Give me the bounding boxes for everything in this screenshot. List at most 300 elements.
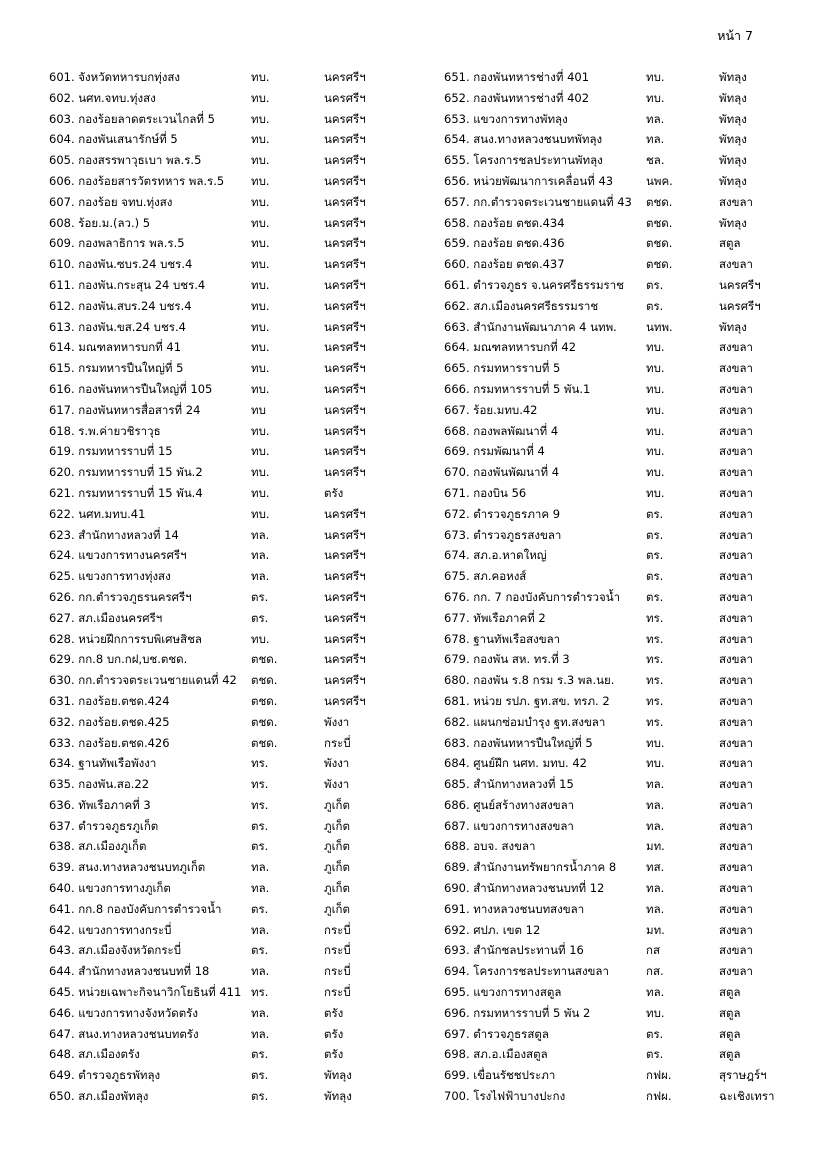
province: ภูเก็ต — [324, 860, 350, 875]
province: พัทลุง — [324, 1068, 352, 1083]
agency-abbreviation: ทส. — [646, 860, 665, 875]
agency-abbreviation: ตชด. — [251, 735, 278, 750]
province: นครศรีฯ — [324, 319, 366, 334]
province: พัทลุง — [719, 70, 747, 84]
province: นครศรีฯ — [719, 298, 761, 313]
agency-abbreviation: ตร. — [646, 548, 664, 563]
unit-name: 611. กองพัน.กระสุน 24 บชร.4 — [49, 277, 206, 292]
province: พัทลุง — [719, 173, 747, 188]
unit-name: 618. ร.พ.ค่ายวชิราวุธ — [49, 423, 161, 438]
unit-name: 690. สำนักทางหลวงชนบทที่ 12 — [444, 881, 605, 896]
unit-name: 691. ทางหลวงชนบทสงขลา — [444, 901, 585, 916]
agency-abbreviation: ทบ. — [646, 70, 665, 84]
unit-name: 610. กองพัน.ซบร.24 บชร.4 — [49, 257, 193, 272]
unit-name: 693. สำนักชลประทานที่ 16 — [444, 943, 584, 958]
agency-abbreviation: ทร. — [646, 714, 664, 729]
agency-abbreviation: ทบ. — [646, 444, 665, 459]
unit-name: 634. ฐานทัพเรือพังงา — [49, 756, 157, 771]
province: สงขลา — [719, 756, 754, 771]
province: พัทลุง — [719, 132, 747, 147]
province: ภูเก็ต — [324, 881, 350, 896]
unit-name: 652. กองพันทหารช่างที่ 402 — [444, 90, 590, 105]
agency-abbreviation: ทบ. — [251, 90, 270, 105]
province: สงขลา — [719, 257, 754, 272]
unit-name: 684. ศูนย์ฝึก นศท. มทบ. 42 — [444, 756, 587, 771]
unit-name: 631. กองร้อย.ตชด.424 — [49, 693, 170, 708]
agency-abbreviation: ทบ. — [251, 631, 270, 646]
province: กระบี่ — [324, 964, 351, 979]
province: สตูล — [719, 236, 741, 251]
unit-name: 649. ตำรวจภูธรพัทลุง — [49, 1068, 161, 1083]
agency-abbreviation: ตชด. — [646, 194, 673, 209]
province: ฉะเชิงเทรา — [719, 1089, 775, 1104]
agency-abbreviation: ทบ. — [646, 402, 665, 417]
unit-name: 685. สำนักทางหลวงที่ 15 — [444, 777, 574, 792]
province: สงขลา — [719, 901, 754, 916]
agency-abbreviation: ตชด. — [646, 257, 673, 272]
agency-abbreviation: ทร. — [251, 797, 269, 812]
agency-abbreviation: ทล. — [646, 901, 665, 916]
unit-name: 688. อบจ. สงขลา — [444, 839, 536, 854]
agency-abbreviation: ทล. — [251, 922, 270, 937]
unit-name: 692. ศปภ. เขต 12 — [444, 922, 541, 937]
agency-abbreviation: นพค. — [646, 173, 673, 188]
province: นครศรีฯ — [324, 631, 366, 646]
province: นครศรีฯ — [324, 381, 366, 396]
unit-name: 681. หน่วย รปภ. ฐท.สข. ทรภ. 2 — [444, 693, 610, 708]
unit-name: 673. ตำรวจภูธรสงขลา — [444, 527, 562, 542]
unit-name: 623. สำนักทางหลวงที่ 14 — [49, 527, 179, 542]
unit-name: 696. กรมทหารราบที่ 5 พัน 2 — [444, 1005, 591, 1020]
agency-abbreviation: ชล. — [646, 153, 665, 168]
agency-abbreviation: ทบ. — [646, 361, 665, 376]
unit-name: 613. กองพัน.ขส.24 บชร.4 — [49, 319, 186, 334]
unit-name: 619. กรมทหารราบที่ 15 — [49, 444, 173, 459]
province: นครศรีฯ — [324, 215, 366, 230]
unit-name: 632. กองร้อย.ตชด.425 — [49, 714, 170, 729]
province: ภูเก็ต — [324, 797, 350, 812]
unit-name: 650. สภ.เมืองพัทลุง — [49, 1089, 149, 1104]
unit-name: 658. กองร้อย ตชด.434 — [444, 215, 565, 230]
agency-abbreviation: ทบ. — [251, 506, 270, 521]
agency-abbreviation: ตร. — [646, 589, 664, 604]
unit-name: 660. กองร้อย ตชด.437 — [444, 257, 565, 272]
province: นครศรีฯ — [324, 673, 366, 688]
unit-name: 689. สำนักงานทรัพยากรน้ำภาค 8 — [444, 860, 617, 875]
agency-abbreviation: ทบ. — [646, 423, 665, 438]
unit-name: 643. สภ.เมืองจังหวัดกระบี่ — [49, 943, 182, 958]
agency-abbreviation: ทล. — [251, 964, 270, 979]
unit-name: 657. กก.ตำรวจตระเวนชายแดนที่ 43 — [444, 194, 632, 209]
province: พัทลุง — [719, 111, 747, 126]
agency-abbreviation: ทบ. — [251, 132, 270, 147]
unit-name: 666. กรมทหารราบที่ 5 พัน.1 — [444, 381, 591, 396]
unit-name: 667. ร้อย.มทบ.42 — [444, 402, 538, 417]
agency-abbreviation: ตร. — [251, 1047, 269, 1062]
unit-name: 656. หน่วยพัฒนาการเคลื่อนที่ 43 — [444, 173, 614, 188]
province: ตรัง — [324, 1047, 344, 1062]
agency-abbreviation: ทบ. — [646, 381, 665, 396]
unit-name: 672. ตำรวจภูธรภาค 9 — [444, 506, 561, 521]
province: นครศรีฯ — [324, 298, 366, 313]
province: สตูล — [719, 985, 741, 1000]
province: พังงา — [324, 714, 350, 729]
unit-name: 624. แขวงการทางนครศรีฯ — [49, 548, 187, 563]
agency-abbreviation: ตชด. — [251, 673, 278, 688]
province: นครศรีฯ — [324, 506, 366, 521]
agency-abbreviation: ตร. — [251, 589, 269, 604]
unit-name: 627. สภ.เมืองนครศรีฯ — [49, 610, 163, 625]
unit-name: 662. สภ.เมืองนครศรีธรรมราช — [444, 298, 599, 313]
agency-abbreviation: ตร. — [251, 839, 269, 854]
province: สงขลา — [719, 818, 754, 833]
unit-name: 606. กองร้อยสารวัตรทหาร พล.ร.5 — [49, 173, 225, 188]
agency-abbreviation: นทพ. — [646, 319, 673, 334]
unit-name: 683. กองพันทหารปืนใหญ่ที่ 5 — [444, 735, 593, 750]
unit-name: 687. แขวงการทางสงขลา — [444, 818, 574, 833]
agency-abbreviation: ทล. — [251, 1026, 270, 1041]
unit-name: 641. กก.8 กองบังคับการตำรวจน้ำ — [49, 901, 222, 916]
province: นครศรีฯ — [324, 90, 366, 105]
province: สงขลา — [719, 693, 754, 708]
province: สงขลา — [719, 423, 754, 438]
province: นครศรีฯ — [324, 423, 366, 438]
unit-name: 602. นศท.จทบ.ทุ่งสง — [49, 90, 156, 105]
unit-name: 665. กรมทหารราบที่ 5 — [444, 361, 561, 376]
province: นครศรีฯ — [324, 361, 366, 376]
agency-abbreviation: ทบ. — [646, 485, 665, 500]
agency-abbreviation: ทบ. — [251, 70, 270, 84]
unit-name: 626. กก.ตำรวจภูธรนครศรีฯ — [49, 589, 192, 604]
unit-name: 676. กก. 7 กองบังคับการตำรวจน้ำ — [444, 589, 621, 604]
province: สงขลา — [719, 402, 754, 417]
unit-name: 647. สนง.ทางหลวงชนบทตรัง — [49, 1026, 199, 1041]
province: นครศรีฯ — [324, 569, 366, 584]
agency-abbreviation: มท. — [646, 839, 665, 854]
province: สงขลา — [719, 797, 754, 812]
province: สงขลา — [719, 381, 754, 396]
unit-name: 625. แขวงการทางทุ่งสง — [49, 569, 171, 584]
agency-abbreviation: ทบ. — [646, 90, 665, 105]
unit-name: 629. กก.8 บก.กฝ,บช.ตชด. — [49, 652, 188, 667]
province: นครศรีฯ — [324, 194, 366, 209]
agency-abbreviation: ทล. — [646, 797, 665, 812]
province: สงขลา — [719, 673, 754, 688]
province: สงขลา — [719, 444, 754, 459]
agency-abbreviation: ทร. — [646, 631, 664, 646]
agency-abbreviation: ทล. — [646, 777, 665, 792]
unit-name: 628. หน่วยฝึกการรบพิเศษสิชล — [49, 631, 202, 646]
unit-name: 670. กองพันพัฒนาที่ 4 — [444, 465, 560, 480]
agency-abbreviation: ตชด. — [251, 693, 278, 708]
province: ตรัง — [324, 1026, 344, 1041]
unit-name: 682. แผนกซ่อมบำรุง ฐท.สงขลา — [444, 714, 606, 729]
province: สงขลา — [719, 465, 754, 480]
agency-abbreviation: ทล. — [251, 1005, 270, 1020]
agency-abbreviation: ตร. — [646, 527, 664, 542]
unit-name: 686. ศูนย์สร้างทางสงขลา — [444, 797, 575, 812]
province: นครศรีฯ — [324, 277, 366, 292]
agency-abbreviation: ทบ. — [251, 381, 270, 396]
agency-abbreviation: ทล. — [251, 548, 270, 563]
agency-abbreviation: ตร. — [251, 1068, 269, 1083]
province: สงขลา — [719, 569, 754, 584]
agency-abbreviation: ทร. — [251, 756, 269, 771]
agency-abbreviation: กส. — [646, 964, 664, 979]
unit-name: 605. กองสรรพาวุธเบา พล.ร.5 — [49, 153, 202, 168]
agency-abbreviation: ทบ. — [251, 298, 270, 313]
province: พังงา — [324, 756, 350, 771]
province: สตูล — [719, 1047, 741, 1062]
agency-abbreviation: ทร. — [251, 985, 269, 1000]
province: ภูเก็ต — [324, 839, 350, 854]
agency-abbreviation: กฟผ. — [646, 1089, 672, 1104]
page-number: หน้า 7 — [717, 28, 753, 43]
unit-name: 678. ฐานทัพเรือสงขลา — [444, 631, 561, 646]
agency-abbreviation: กส — [646, 943, 660, 958]
province: สงขลา — [719, 714, 754, 729]
agency-abbreviation: ทร. — [646, 652, 664, 667]
unit-name: 669. กรมพัฒนาที่ 4 — [444, 444, 545, 459]
province: พังงา — [324, 777, 350, 792]
unit-name: 668. กองพลพัฒนาที่ 4 — [444, 423, 559, 438]
unit-name: 633. กองร้อย.ตชด.426 — [49, 735, 170, 750]
province: นครศรีฯ — [324, 444, 366, 459]
unit-name: 639. สนง.ทางหลวงชนบทภูเก็ต — [49, 860, 206, 875]
province: กระบี่ — [324, 922, 351, 937]
province: นครศรีฯ — [324, 132, 366, 147]
agency-abbreviation: ทบ. — [646, 465, 665, 480]
agency-abbreviation: ทบ. — [251, 465, 270, 480]
province: สงขลา — [719, 922, 754, 937]
agency-abbreviation: ทล. — [251, 881, 270, 896]
province: กระบี่ — [324, 943, 351, 958]
agency-abbreviation: ทบ. — [251, 236, 270, 251]
agency-abbreviation: ทล. — [646, 111, 665, 126]
province: นครศรีฯ — [324, 236, 366, 251]
agency-abbreviation: ตร. — [646, 1026, 664, 1041]
province: กระบี่ — [324, 985, 351, 1000]
agency-abbreviation: ทล. — [646, 132, 665, 147]
province: สงขลา — [719, 860, 754, 875]
unit-name: 654. สนง.ทางหลวงชนบทพัทลุง — [444, 132, 603, 147]
agency-abbreviation: ทบ. — [251, 194, 270, 209]
agency-abbreviation: ตร. — [251, 943, 269, 958]
agency-abbreviation: ตชด. — [646, 236, 673, 251]
province: สงขลา — [719, 735, 754, 750]
province: สงขลา — [719, 589, 754, 604]
unit-name: 640. แขวงการทางภูเก็ต — [49, 881, 171, 896]
agency-abbreviation: ทล. — [646, 818, 665, 833]
agency-abbreviation: ตชด. — [646, 215, 673, 230]
province: นครศรีฯ — [324, 527, 366, 542]
unit-name: 695. แขวงการทางสตูล — [444, 985, 562, 1000]
province: นครศรีฯ — [324, 402, 366, 417]
province: สงขลา — [719, 943, 754, 958]
agency-abbreviation: ตร. — [646, 1047, 664, 1062]
agency-abbreviation: ทร. — [646, 610, 664, 625]
province: สงขลา — [719, 194, 754, 209]
unit-name: 615. กรมทหารปืนใหญ่ที่ 5 — [49, 361, 184, 376]
unit-name: 648. สภ.เมืองตรัง — [49, 1047, 140, 1062]
agency-abbreviation: ทบ. — [251, 485, 270, 500]
province: กระบี่ — [324, 735, 351, 750]
unit-name: 630. กก.ตำรวจตระเวนชายแดนที่ 42 — [49, 673, 237, 688]
agency-abbreviation: ทบ. — [251, 277, 270, 292]
province: นครศรีฯ — [324, 548, 366, 563]
unit-name: 617. กองพันทหารสื่อสารที่ 24 — [49, 402, 201, 417]
unit-name: 608. ร้อย.ม.(ลว.) 5 — [49, 215, 151, 230]
province: สงขลา — [719, 777, 754, 792]
province: นครศรีฯ — [324, 70, 366, 84]
unit-name: 671. กองบิน 56 — [444, 485, 527, 500]
agency-abbreviation: ทบ. — [646, 340, 665, 355]
unit-name: 699. เขื่อนรัชชประภา — [444, 1068, 556, 1083]
agency-abbreviation: ทล. — [251, 527, 270, 542]
agency-abbreviation: ทร. — [251, 777, 269, 792]
province: สตูล — [719, 1005, 741, 1020]
agency-abbreviation: ตชด. — [251, 714, 278, 729]
province: นครศรีฯ — [719, 277, 761, 292]
unit-name: 609. กองพลาธิการ พล.ร.5 — [49, 236, 185, 251]
unit-name: 616. กองพันทหารปืนใหญ่ที่ 105 — [49, 381, 213, 396]
agency-abbreviation: มท. — [646, 922, 665, 937]
unit-name: 646. แขวงการทางจังหวัดตรัง — [49, 1005, 198, 1020]
agency-abbreviation: ทร. — [646, 693, 664, 708]
province: สงขลา — [719, 652, 754, 667]
unit-name: 675. สภ.คอหงส์ — [444, 569, 527, 584]
unit-name: 679. กองพัน สห. ทร.ที่ 3 — [444, 652, 570, 667]
agency-abbreviation: ทบ. — [251, 340, 270, 355]
agency-abbreviation: ตชด. — [251, 652, 278, 667]
province: สงขลา — [719, 610, 754, 625]
province: สงขลา — [719, 361, 754, 376]
unit-name: 638. สภ.เมืองภูเก็ต — [49, 839, 147, 854]
unit-name: 659. กองร้อย ตชด.436 — [444, 236, 565, 251]
agency-abbreviation: ทบ. — [646, 735, 665, 750]
province: สงขลา — [719, 631, 754, 646]
unit-name: 663. สำนักงานพัฒนาภาค 4 นทพ. — [444, 319, 617, 334]
agency-abbreviation: ทบ. — [251, 111, 270, 126]
unit-name: 637. ตำรวจภูธรภูเก็ต — [49, 818, 159, 833]
province: นครศรีฯ — [324, 589, 366, 604]
province: สงขลา — [719, 485, 754, 500]
agency-abbreviation: ทล. — [646, 985, 665, 1000]
province: นครศรีฯ — [324, 652, 366, 667]
province: นครศรีฯ — [324, 465, 366, 480]
unit-name: 697. ตำรวจภูธรสตูล — [444, 1026, 549, 1041]
unit-name: 620. กรมทหารราบที่ 15 พัน.2 — [49, 465, 203, 480]
province: นครศรีฯ — [324, 693, 366, 708]
agency-abbreviation: ทบ. — [251, 444, 270, 459]
province: สตูล — [719, 1026, 741, 1041]
province: ภูเก็ต — [324, 818, 350, 833]
unit-name: 607. กองร้อย จทบ.ทุ่งสง — [49, 194, 173, 209]
province: พัทลุง — [719, 319, 747, 334]
unit-name: 651. กองพันทหารช่างที่ 401 — [444, 70, 590, 84]
unit-name: 694. โครงการชลประทานสงขลา — [444, 964, 609, 979]
agency-abbreviation: ตร. — [646, 277, 664, 292]
province: ตรัง — [324, 1005, 344, 1020]
unit-name: 698. สภ.อ.เมืองสตูล — [444, 1047, 548, 1062]
province: นครศรีฯ — [324, 610, 366, 625]
province: นครศรีฯ — [324, 111, 366, 126]
province: พัทลุง — [324, 1089, 352, 1104]
unit-name: 612. กองพัน.สบร.24 บชร.4 — [49, 298, 192, 313]
unit-name: 601. จังหวัดทหารบกทุ่งสง — [49, 70, 181, 84]
agency-abbreviation: ทร. — [646, 673, 664, 688]
unit-name: 700. โรงไฟฟ้าบางปะกง — [444, 1089, 566, 1104]
unit-name: 664. มณฑลทหารบกที่ 42 — [444, 340, 577, 355]
agency-abbreviation: ทบ. — [646, 1005, 665, 1020]
agency-abbreviation: ทบ. — [251, 173, 270, 188]
agency-abbreviation: ทบ. — [646, 756, 665, 771]
unit-name: 604. กองพันเสนารักษ์ที่ 5 — [49, 132, 178, 147]
unit-name: 674. สภ.อ.หาดใหญ่ — [444, 548, 547, 563]
province: สงขลา — [719, 839, 754, 854]
agency-abbreviation: ทบ — [251, 402, 266, 417]
agency-abbreviation: ตร. — [646, 506, 664, 521]
unit-name: 621. กรมทหารราบที่ 15 พัน.4 — [49, 485, 203, 500]
agency-abbreviation: ตร. — [251, 901, 269, 916]
agency-abbreviation: ทบ. — [251, 257, 270, 272]
province: สงขลา — [719, 964, 754, 979]
agency-abbreviation: ทบ. — [251, 215, 270, 230]
agency-abbreviation: ตร. — [646, 569, 664, 584]
unit-name: 677. ทัพเรือภาคที่ 2 — [444, 610, 546, 625]
unit-name: 642. แขวงการทางกระบี่ — [49, 922, 172, 937]
province: พัทลุง — [719, 215, 747, 230]
province: สงขลา — [719, 527, 754, 542]
unit-name: 655. โครงการชลประทานพัทลุง — [444, 153, 603, 168]
unit-name: 635. กองพัน.สอ.22 — [49, 777, 150, 792]
province: ภูเก็ต — [324, 901, 350, 916]
province: นครศรีฯ — [324, 257, 366, 272]
agency-abbreviation: ทล. — [251, 860, 270, 875]
agency-abbreviation: กฟผ. — [646, 1068, 672, 1083]
province: สงขลา — [719, 881, 754, 896]
province: สุราษฎร์ฯ — [719, 1068, 767, 1083]
unit-name: 622. นศท.มทบ.41 — [49, 506, 146, 521]
agency-abbreviation: ทบ. — [251, 319, 270, 334]
unit-name: 661. ตำรวจภูธร จ.นครศรีธรรมราช — [444, 277, 624, 292]
agency-abbreviation: ตร. — [251, 818, 269, 833]
province: สงขลา — [719, 340, 754, 355]
agency-abbreviation: ทล. — [646, 881, 665, 896]
unit-name: 653. แขวงการทางพัทลุง — [444, 111, 568, 126]
province: นครศรีฯ — [324, 153, 366, 168]
province: สงขลา — [719, 548, 754, 563]
province: สงขลา — [719, 506, 754, 521]
agency-abbreviation: ทล. — [251, 569, 270, 584]
agency-abbreviation: ตร. — [251, 1089, 269, 1104]
agency-abbreviation: ทบ. — [251, 423, 270, 438]
province: ตรัง — [324, 485, 344, 500]
agency-abbreviation: ตร. — [251, 610, 269, 625]
unit-name: 614. มณฑลทหารบกที่ 41 — [49, 340, 182, 355]
unit-name: 680. กองพัน ร.8 กรม ร.3 พล.นย. — [444, 673, 615, 688]
province: พัทลุง — [719, 90, 747, 105]
province: นครศรีฯ — [324, 173, 366, 188]
unit-name: 644. สำนักทางหลวงชนบทที่ 18 — [49, 964, 210, 979]
agency-abbreviation: ทบ. — [251, 361, 270, 376]
agency-abbreviation: ตร. — [646, 298, 664, 313]
agency-abbreviation: ทบ. — [251, 153, 270, 168]
unit-name: 603. กองร้อยลาดตระเวนไกลที่ 5 — [49, 111, 215, 126]
unit-name: 645. หน่วยเฉพาะกิจนาวิกโยธินที่ 411 — [49, 985, 242, 1000]
province: นครศรีฯ — [324, 340, 366, 355]
unit-name: 636. ทัพเรือภาคที่ 3 — [49, 797, 151, 812]
